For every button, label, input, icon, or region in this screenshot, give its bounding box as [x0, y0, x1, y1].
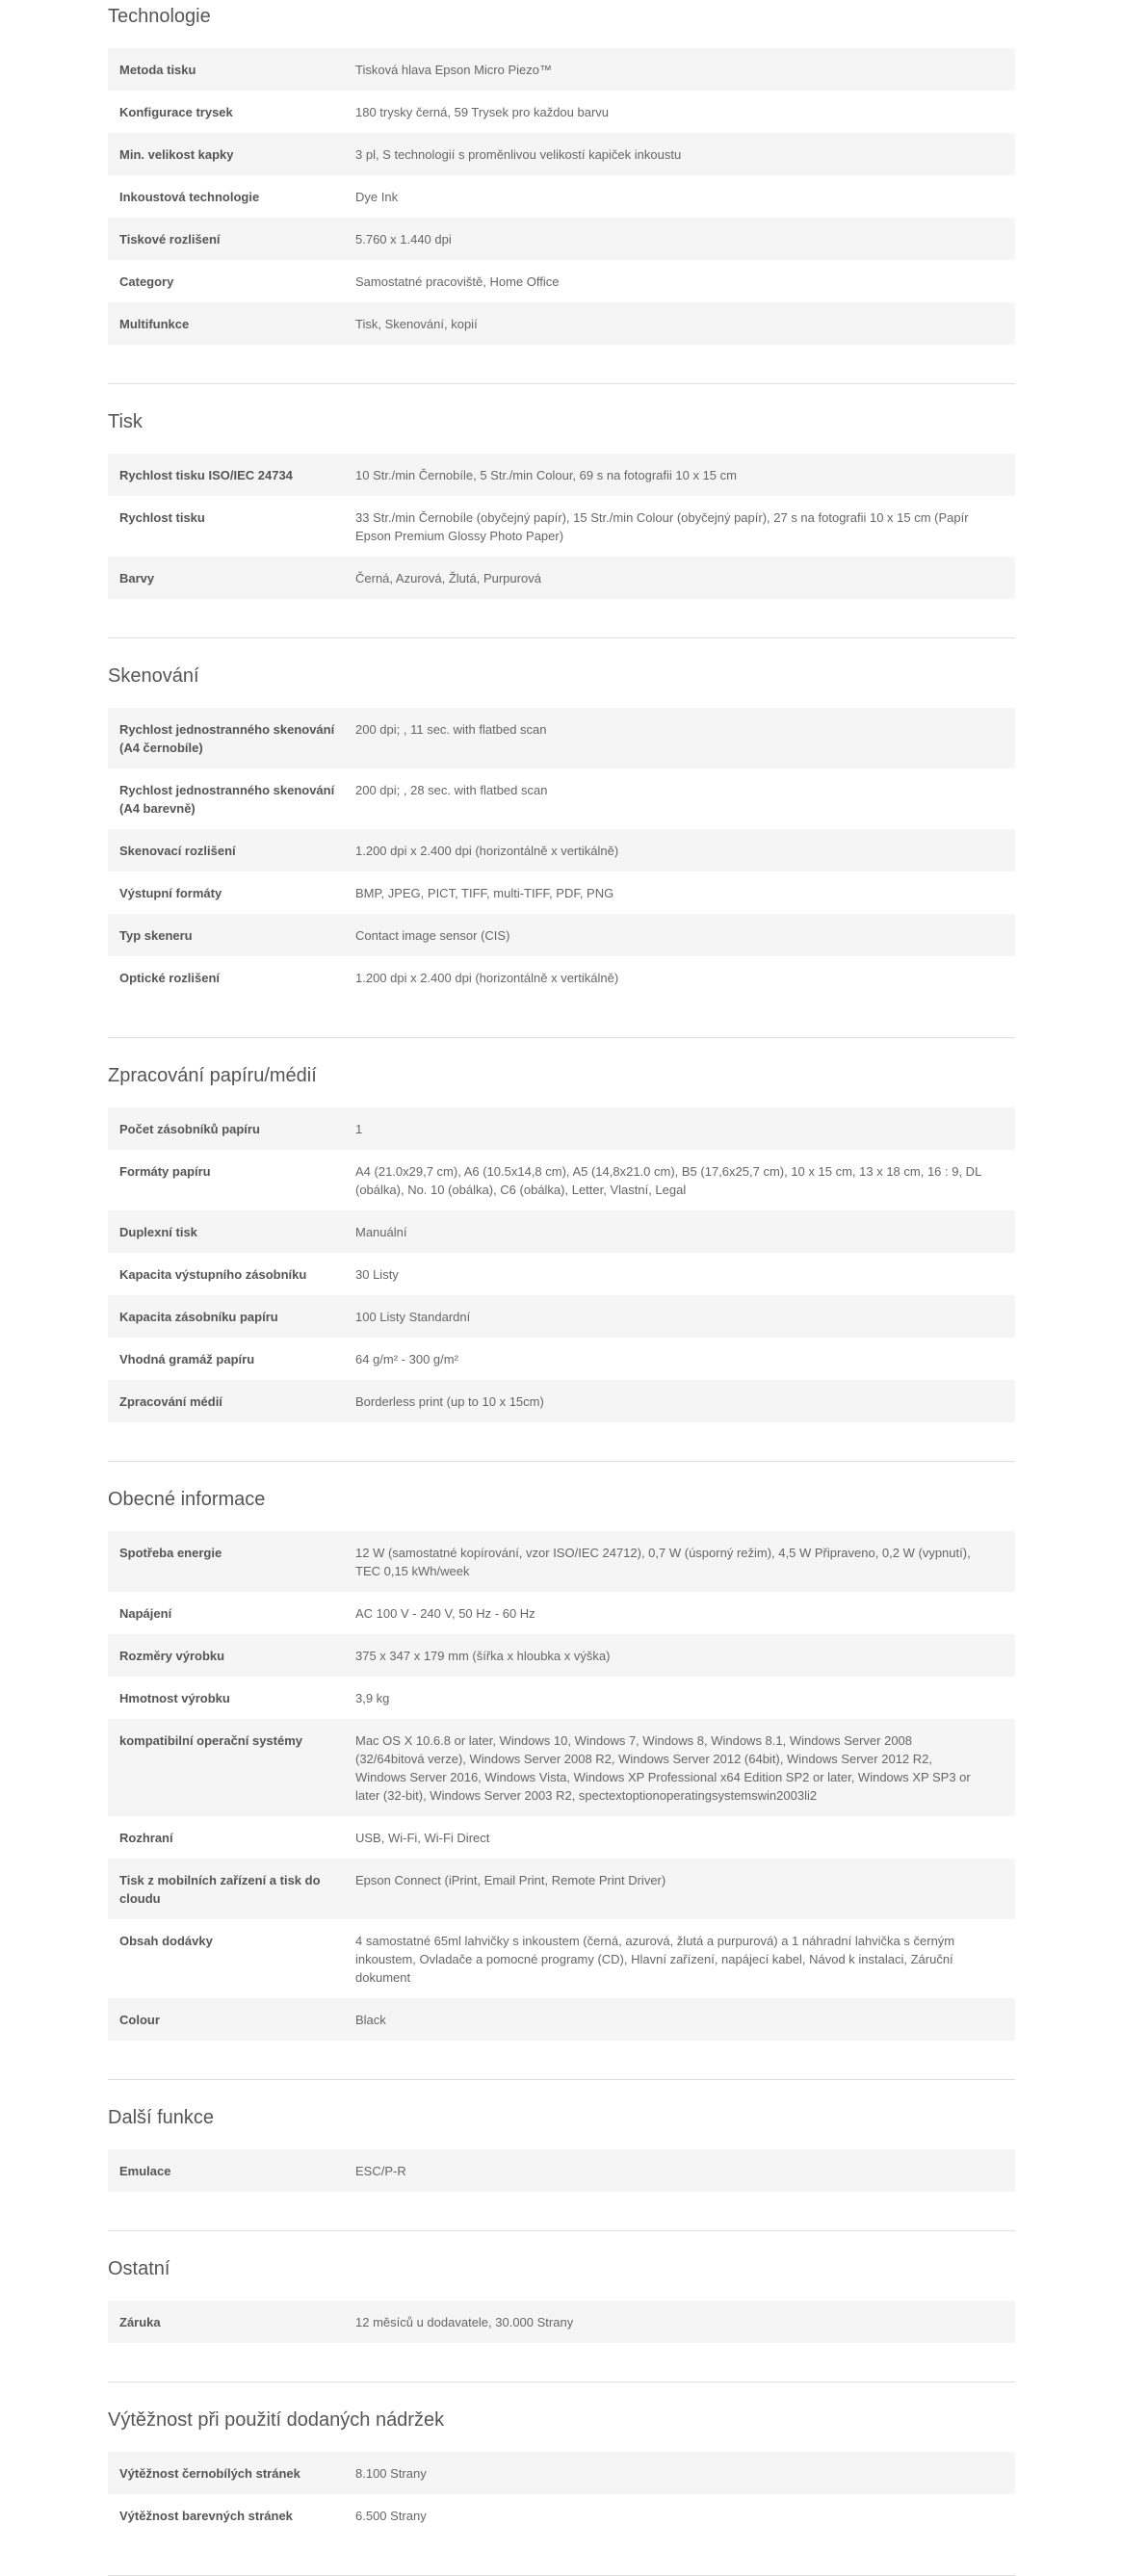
spec-label: Spotřeba energie [119, 1546, 222, 1560]
spec-value: Černá, Azurová, Žlutá, Purpurová [355, 571, 541, 585]
spec-label: Metoda tisku [119, 63, 196, 77]
spec-value: 64 g/m² - 300 g/m² [355, 1352, 458, 1366]
spec-value: 100 Listy Standardní [355, 1310, 471, 1324]
spec-row [108, 872, 1015, 914]
spec-label: Kapacita výstupního zásobníku [119, 1267, 307, 1282]
spec-value: 4 samostatné 65ml lahvičky s inkoustem (černá, azurová, žlutá a purpurová) a 1 náhradní lahvička s černým inkoustem, Ovladače a pomocné programy (CD), Hlavní zařízení, napájecí kabel, Návod k instalaci, Záruční dokument [355, 1934, 955, 1985]
spec-value: ESC/P-R [355, 2164, 406, 2178]
spec-row [108, 1150, 1015, 1210]
section-divider [108, 2079, 1015, 2080]
spec-value: Samostatné pracoviště, Home Office [355, 274, 560, 289]
spec-value: 10 Str./min Černobíle, 5 Str./min Colour, 69 s na fotografii 10 x 15 cm [355, 468, 737, 482]
spec-label: kompatibilní operační systémy [119, 1733, 303, 1748]
spec-label: Barvy [119, 571, 155, 585]
spec-label: Rychlost tisku ISO/IEC 24734 [119, 468, 293, 482]
spec-value: 12 měsíců u dodavatele, 30.000 Strany [355, 2315, 574, 2329]
spec-row [108, 1107, 1015, 1150]
section-title: Ostatní [108, 2258, 170, 2279]
section-divider [108, 2381, 1015, 2382]
spec-row [108, 1859, 1015, 1919]
spec-section [108, 1483, 1015, 2080]
spec-value: A4 (21.0x29,7 cm), A6 (10.5x14,8 cm), A5 (14,8x21.0 cm), B5 (17,6x25,7 cm), 10 x 15 cm, 13 x 18 cm, 16 : 9, DL (obálka), No. 10 (obálka), C6 (obálka), Letter, Vlastní, Legal [355, 1164, 981, 1197]
spec-row [108, 557, 1015, 599]
spec-row [108, 260, 1015, 302]
spec-value: 33 Str./min Černobíle (obyčejný papír), 15 Str./min Colour (obyčejný papír), 27 s na fotografii 10 x 15 cm (Papír Epson Premium Glossy Photo Paper) [355, 510, 969, 543]
spec-row [108, 2494, 1015, 2537]
section-title: Výtěžnost při použití dodaných nádržek [108, 2409, 445, 2431]
spec-sheet [108, 0, 1015, 2576]
spec-value: 200 dpi; , 11 sec. with flatbed scan [355, 722, 547, 737]
spec-section [108, 2252, 1015, 2382]
spec-value: Black [355, 2013, 386, 2027]
spec-label: Vhodná gramáž papíru [119, 1352, 255, 1366]
spec-label: Formáty papíru [119, 1164, 211, 1179]
spec-value: Borderless print (up to 10 x 15cm) [355, 1394, 544, 1409]
spec-row [108, 1531, 1015, 1592]
spec-value: 12 W (samostatné kopírování, vzor ISO/IEC 24712), 0,7 W (úsporný režim), 4,5 W Připraveno, 0,2 W (vypnutí), TEC 0,15 kWh/week [355, 1546, 971, 1578]
spec-value: Manuální [355, 1225, 407, 1239]
spec-value: BMP, JPEG, PICT, TIFF, multi-TIFF, PDF, PNG [355, 886, 614, 900]
spec-row [108, 1634, 1015, 1677]
spec-row [108, 708, 1015, 768]
spec-label: Zpracování médií [119, 1394, 222, 1409]
spec-row [108, 829, 1015, 872]
spec-section [108, 2404, 1015, 2576]
spec-label: Multifunkce [119, 317, 190, 331]
spec-value: 200 dpi; , 28 sec. with flatbed scan [355, 783, 548, 797]
spec-value: 5.760 x 1.440 dpi [355, 232, 452, 247]
spec-value: 6.500 Strany [355, 2509, 427, 2523]
spec-value: Mac OS X 10.6.8 or later, Windows 10, Windows 7, Windows 8, Windows 8.1, Windows Server 2008 (32/64bitová verze), Windows Server 2008 R2, Windows Server 2012 (64bit), Windows Server 2012 R2, Windows Server 2016, Windows Vista, Windows XP Professional x64 Edition SP2 or later, Windows XP SP3 or later (32-bit), Windows Server 2003 R2, spectextoptionoperatingsystemswin2003li2 [355, 1733, 971, 1803]
spec-label: Tisk z mobilních zařízení a tisk do cloudu [119, 1873, 321, 1906]
spec-label: Počet zásobníků papíru [119, 1122, 260, 1136]
spec-value: 1.200 dpi x 2.400 dpi (horizontálně x vertikálně) [355, 971, 619, 985]
spec-label: Colour [119, 2013, 160, 2027]
spec-value: AC 100 V - 240 V, 50 Hz - 60 Hz [355, 1606, 535, 1621]
spec-row [108, 1210, 1015, 1253]
spec-label: Rychlost jednostranného skenování (A4 barevně) [119, 783, 335, 816]
spec-value: Contact image sensor (CIS) [355, 928, 510, 943]
spec-row [108, 1592, 1015, 1634]
spec-label: Rozměry výrobku [119, 1649, 225, 1663]
spec-row [108, 48, 1015, 91]
section-title: Obecné informace [108, 1489, 266, 1510]
spec-row [108, 1380, 1015, 1422]
spec-value: USB, Wi-Fi, Wi-Fi Direct [355, 1831, 490, 1845]
spec-label: Inkoustová technologie [119, 190, 260, 204]
spec-section [108, 0, 1015, 384]
spec-value: Tisková hlava Epson Micro Piezo™ [355, 63, 552, 77]
spec-label: Kapacita zásobníku papíru [119, 1310, 278, 1324]
spec-value: Epson Connect (iPrint, Email Print, Remote Print Driver) [355, 1873, 666, 1887]
spec-section [108, 2101, 1015, 2231]
spec-value: 3 pl, S technologií s proměnlivou velikostí kapiček inkoustu [355, 147, 682, 162]
section-divider [108, 1037, 1015, 1038]
spec-value: 1 [355, 1122, 363, 1136]
spec-row [108, 1295, 1015, 1338]
spec-label: Napájení [119, 1606, 172, 1621]
spec-row [108, 1677, 1015, 1719]
spec-table [108, 2452, 1015, 2537]
spec-label: Konfigurace trysek [119, 105, 233, 119]
spec-label: Rychlost jednostranného skenování (A4 černobíle) [119, 722, 335, 755]
spec-section [108, 660, 1015, 1038]
spec-label: Záruka [119, 2315, 161, 2329]
section-title: Technologie [108, 6, 211, 27]
spec-row [108, 768, 1015, 829]
section-divider [108, 637, 1015, 638]
spec-label: Typ skeneru [119, 928, 193, 943]
spec-row [108, 1253, 1015, 1295]
spec-value: 180 trysky černá, 59 Trysek pro každou barvu [355, 105, 610, 119]
spec-section [108, 405, 1015, 638]
section-title: Skenování [108, 665, 199, 687]
spec-label: Rychlost tisku [119, 510, 205, 525]
spec-value: 30 Listy [355, 1267, 399, 1282]
spec-label: Duplexní tisk [119, 1225, 197, 1239]
section-title: Další funkce [108, 2107, 215, 2128]
spec-value: Dye Ink [355, 190, 399, 204]
spec-value: 375 x 347 x 179 mm (šířka x hloubka x výška) [355, 1649, 611, 1663]
spec-row [108, 454, 1015, 496]
spec-label: Tiskové rozlišení [119, 232, 221, 247]
spec-label: Min. velikost kapky [119, 147, 234, 162]
spec-row [108, 1919, 1015, 1998]
section-divider [108, 2230, 1015, 2231]
section-title: Zpracování papíru/médií [108, 1065, 317, 1086]
spec-label: Výtěžnost barevných stránek [119, 2509, 293, 2523]
spec-row [108, 914, 1015, 956]
spec-row [108, 91, 1015, 133]
spec-label: Rozhraní [119, 1831, 173, 1845]
spec-table [108, 2149, 1015, 2192]
spec-row [108, 2452, 1015, 2494]
spec-table [108, 1107, 1015, 1422]
spec-table [108, 2301, 1015, 2343]
spec-label: Výtěžnost černobílých stránek [119, 2466, 300, 2481]
spec-label: Category [119, 274, 174, 289]
spec-table [108, 1531, 1015, 2041]
spec-section [108, 1059, 1015, 1462]
spec-table [108, 454, 1015, 599]
spec-row [108, 1998, 1015, 2041]
spec-table [108, 48, 1015, 345]
spec-value: 3,9 kg [355, 1691, 390, 1705]
spec-row [108, 2149, 1015, 2192]
spec-label: Hmotnost výrobku [119, 1691, 230, 1705]
section-divider [108, 383, 1015, 384]
spec-row [108, 2301, 1015, 2343]
spec-row [108, 302, 1015, 345]
spec-label: Obsah dodávky [119, 1934, 213, 1948]
spec-row [108, 496, 1015, 557]
section-divider [108, 1461, 1015, 1462]
spec-value: Tisk, Skenování, kopií [355, 317, 478, 331]
spec-row [108, 175, 1015, 218]
spec-row [108, 1719, 1015, 1816]
spec-row [108, 1816, 1015, 1859]
spec-label: Optické rozlišení [119, 971, 221, 985]
spec-value: 1.200 dpi x 2.400 dpi (horizontálně x vertikálně) [355, 844, 619, 858]
spec-label: Výstupní formáty [119, 886, 222, 900]
spec-row [108, 1338, 1015, 1380]
spec-row [108, 218, 1015, 260]
spec-table [108, 708, 1015, 999]
spec-label: Emulace [119, 2164, 171, 2178]
spec-value: 8.100 Strany [355, 2466, 427, 2481]
spec-label: Skenovací rozlišení [119, 844, 236, 858]
spec-row [108, 956, 1015, 999]
spec-row [108, 133, 1015, 175]
section-title: Tisk [108, 411, 143, 432]
